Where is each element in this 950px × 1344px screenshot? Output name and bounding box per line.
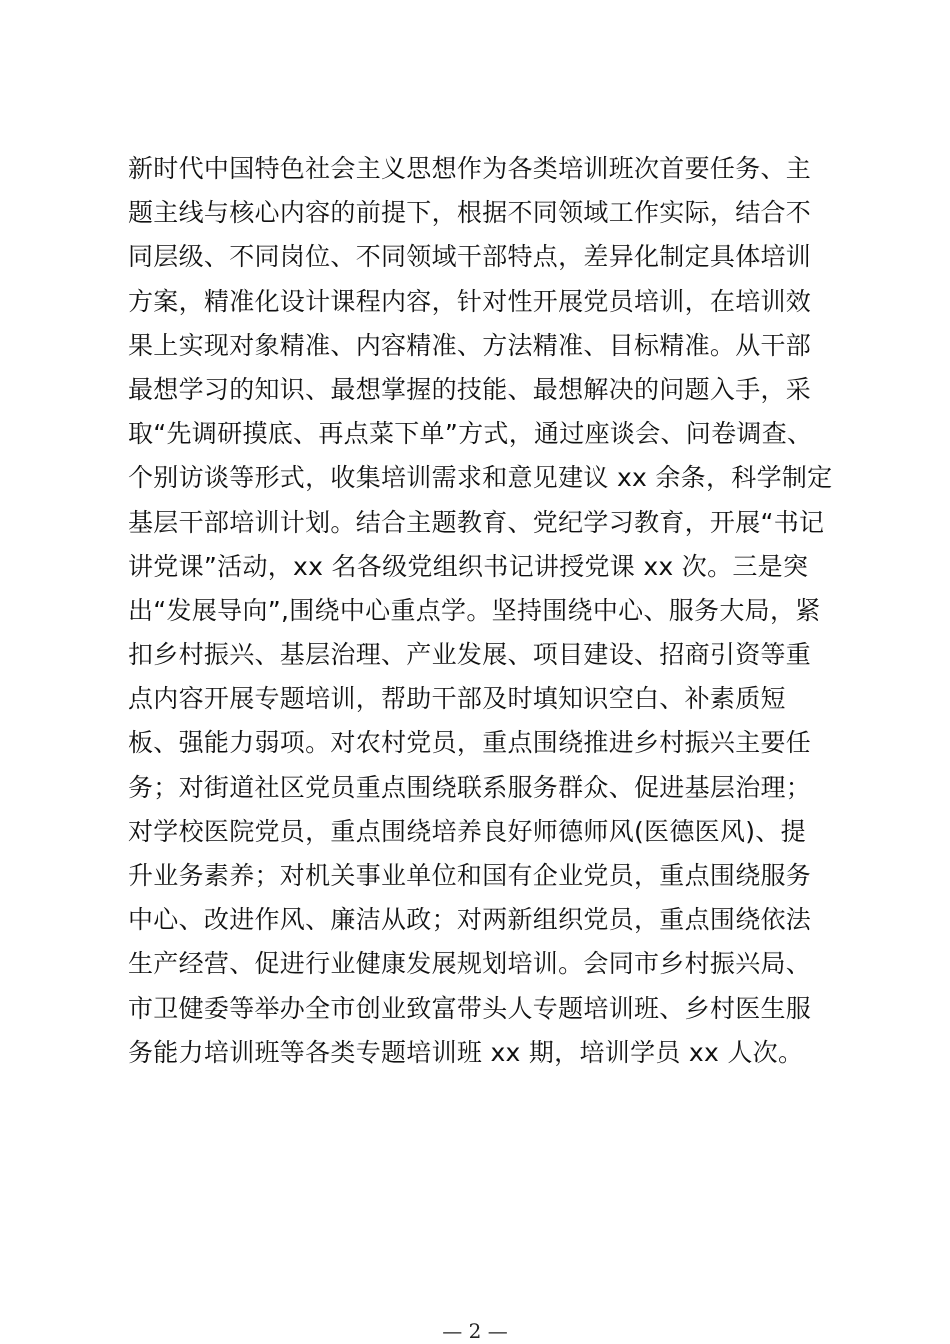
body-paragraph [128,147,833,1075]
text-line: 个别访谈等形式，收集培训需求和意见建议 xx 余条，科学制定 [128,463,833,493]
text-line: 扣乡村振兴、基层治理、产业发展、项目建设、招商引资等重 [128,640,812,670]
text-line: 对学校医院党员，重点围绕培养良好师德师风(医德医风)、提 [128,816,806,846]
text-line: 中心、改进作风、廉洁从政；对两新组织党员，重点围绕依法 [128,905,812,935]
text-line: 题主线与核心内容的前提下，根据不同领域工作实际，结合不 [128,198,812,228]
text-line: 出“发展导向”,围绕中心重点学。坚持围绕中心、服务大局，紧 [128,595,821,625]
text-line: 务；对街道社区党员重点围绕联系服务群众、促进基层治理； [128,772,812,802]
text-line: 方案，精准化设计课程内容，针对性开展党员培训，在培训效 [128,286,812,316]
text-line: 板、强能力弱项。对农村党员，重点围绕推进乡村振兴主要任 [128,728,812,758]
text-line: 生产经营、促进行业健康发展规划培训。会同市乡村振兴局、 [128,949,812,979]
text-line: 新时代中国特色社会主义思想作为各类培训班次首要任务、主 [128,154,812,183]
text-line: 讲党课”活动，xx 名各级党组织书记讲授党课 xx 次。三是突 [128,551,809,581]
text-line: 同层级、不同岗位、不同领域干部特点，差异化制定具体培训 [128,242,812,272]
text-line: 点内容开展专题培训，帮助干部及时填知识空白、补素质短 [128,684,786,714]
text-line: 最想学习的知识、最想掌握的技能、最想解决的问题入手，采 [128,374,812,404]
text-line: 市卫健委等举办全市创业致富带头人专题培训班、乡村医生服 [128,993,812,1023]
text-line: 果上实现对象精准、内容精准、方法精准、目标精准。从干部 [128,330,812,360]
text-line: 取“先调研摸底、再点菜下单”方式，通过座谈会、问卷调查、 [128,419,813,449]
text-line: 务能力培训班等各类专题培训班 xx 期，培训学员 xx 人次。 [128,1037,804,1067]
page-number: — 2 — [442,1319,508,1343]
text-line: 基层干部培训计划。结合主题教育、党纪学习教育，开展“书记 [128,507,825,537]
text-line: 升业务素养；对机关事业单位和国有企业党员，重点围绕服务 [128,861,812,890]
